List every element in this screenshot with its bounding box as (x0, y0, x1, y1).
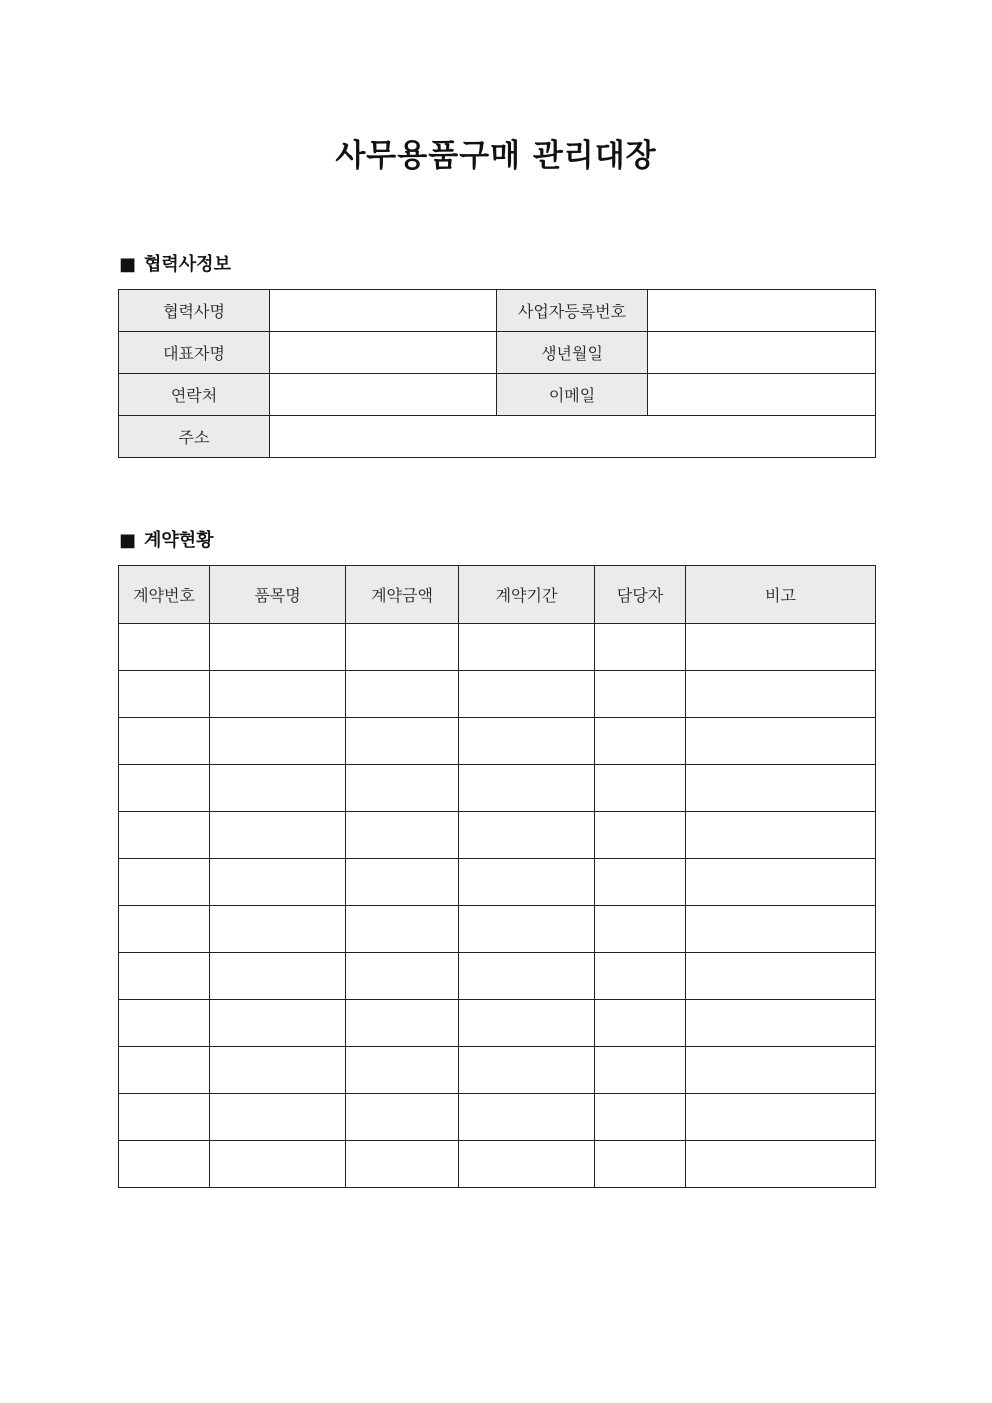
table-row (119, 812, 876, 859)
contract-amount-cell[interactable] (346, 1000, 459, 1047)
item-name-cell[interactable] (210, 859, 346, 906)
item-name-cell[interactable] (210, 624, 346, 671)
contract-amount-cell[interactable] (346, 859, 459, 906)
contract-status-heading-text: 계약현황 (144, 530, 214, 551)
contract-no-cell[interactable] (119, 953, 210, 1000)
contract-amount-cell[interactable] (346, 1047, 459, 1094)
contract-table-body (119, 624, 876, 1188)
contract-period-cell[interactable] (459, 953, 595, 1000)
contract-amount-cell[interactable] (346, 624, 459, 671)
contract-amount-cell[interactable] (346, 671, 459, 718)
representative-field[interactable] (270, 332, 497, 374)
contract-period-cell[interactable] (459, 1094, 595, 1141)
remarks-cell[interactable] (686, 1094, 876, 1141)
remarks-cell[interactable] (686, 765, 876, 812)
manager-cell[interactable] (595, 1047, 686, 1094)
column-header-remarks: 비고 (686, 566, 876, 624)
contract-amount-cell[interactable] (346, 1141, 459, 1188)
manager-cell[interactable] (595, 765, 686, 812)
company-name-field[interactable] (270, 290, 497, 332)
manager-cell[interactable] (595, 812, 686, 859)
contract-period-cell[interactable] (459, 1000, 595, 1047)
info-row (119, 416, 876, 458)
manager-cell[interactable] (595, 906, 686, 953)
birth-date-field[interactable] (648, 332, 876, 374)
business-reg-no-label: 사업자등록번호 (497, 290, 648, 332)
manager-cell[interactable] (595, 1094, 686, 1141)
company-name-label: 협력사명 (119, 290, 270, 332)
contract-amount-cell[interactable] (346, 953, 459, 1000)
remarks-cell[interactable] (686, 624, 876, 671)
contract-period-cell[interactable] (459, 1141, 595, 1188)
table-row (119, 1000, 876, 1047)
contract-period-cell[interactable] (459, 624, 595, 671)
remarks-cell[interactable] (686, 1141, 876, 1188)
table-row (119, 765, 876, 812)
column-header-item-name: 품목명 (210, 566, 346, 624)
contract-header-row (119, 566, 876, 624)
contract-no-cell[interactable] (119, 1094, 210, 1141)
manager-cell[interactable] (595, 953, 686, 1000)
contract-period-cell[interactable] (459, 812, 595, 859)
item-name-cell[interactable] (210, 953, 346, 1000)
contract-status-table (118, 565, 876, 1188)
contract-no-cell[interactable] (119, 624, 210, 671)
item-name-cell[interactable] (210, 671, 346, 718)
column-header-contract-no: 계약번호 (119, 566, 210, 624)
info-row (119, 290, 876, 332)
page-title: 사무용품구매 관리대장 (335, 138, 657, 174)
item-name-cell[interactable] (210, 1141, 346, 1188)
manager-cell[interactable] (595, 1000, 686, 1047)
item-name-cell[interactable] (210, 1047, 346, 1094)
birth-date-label: 생년월일 (497, 332, 648, 374)
table-row (119, 1094, 876, 1141)
representative-label: 대표자명 (119, 332, 270, 374)
contract-amount-cell[interactable] (346, 765, 459, 812)
square-bullet-icon: ■ (119, 254, 137, 275)
table-row (119, 906, 876, 953)
email-field[interactable] (648, 374, 876, 416)
contract-amount-cell[interactable] (346, 718, 459, 765)
contract-no-cell[interactable] (119, 718, 210, 765)
table-row (119, 1141, 876, 1188)
remarks-cell[interactable] (686, 906, 876, 953)
contract-no-cell[interactable] (119, 671, 210, 718)
table-row (119, 624, 876, 671)
contract-no-cell[interactable] (119, 1000, 210, 1047)
item-name-cell[interactable] (210, 718, 346, 765)
contract-no-cell[interactable] (119, 906, 210, 953)
table-row (119, 953, 876, 1000)
item-name-cell[interactable] (210, 906, 346, 953)
manager-cell[interactable] (595, 671, 686, 718)
table-row (119, 671, 876, 718)
partner-info-heading-text: 협력사정보 (144, 254, 231, 275)
contract-amount-cell[interactable] (346, 1094, 459, 1141)
contact-label: 연락처 (119, 374, 270, 416)
contract-period-cell[interactable] (459, 718, 595, 765)
info-row (119, 332, 876, 374)
table-row (119, 1047, 876, 1094)
square-bullet-icon: ■ (119, 530, 137, 551)
remarks-cell[interactable] (686, 1000, 876, 1047)
contact-field[interactable] (270, 374, 497, 416)
contract-period-cell[interactable] (459, 671, 595, 718)
contract-period-cell[interactable] (459, 1047, 595, 1094)
contract-no-cell[interactable] (119, 1047, 210, 1094)
manager-cell[interactable] (595, 1141, 686, 1188)
remarks-cell[interactable] (686, 812, 876, 859)
item-name-cell[interactable] (210, 765, 346, 812)
address-field[interactable] (270, 416, 876, 458)
table-row (119, 718, 876, 765)
contract-amount-cell[interactable] (346, 906, 459, 953)
contract-no-cell[interactable] (119, 765, 210, 812)
contract-no-cell[interactable] (119, 812, 210, 859)
item-name-cell[interactable] (210, 812, 346, 859)
remarks-cell[interactable] (686, 671, 876, 718)
remarks-cell[interactable] (686, 1047, 876, 1094)
info-row (119, 374, 876, 416)
item-name-cell[interactable] (210, 1094, 346, 1141)
remarks-cell[interactable] (686, 953, 876, 1000)
contract-amount-cell[interactable] (346, 812, 459, 859)
remarks-cell[interactable] (686, 859, 876, 906)
partner-info-heading (119, 252, 231, 278)
column-header-manager: 담당자 (595, 566, 686, 624)
address-label: 주소 (119, 416, 270, 458)
email-label: 이메일 (497, 374, 648, 416)
contract-no-cell[interactable] (119, 859, 210, 906)
contract-no-cell[interactable] (119, 1141, 210, 1188)
contract-status-heading (119, 528, 214, 554)
partner-info-table (118, 289, 876, 458)
column-header-contract-period: 계약기간 (459, 566, 595, 624)
contract-period-cell[interactable] (459, 906, 595, 953)
manager-cell[interactable] (595, 859, 686, 906)
manager-cell[interactable] (595, 718, 686, 765)
column-header-contract-amount: 계약금액 (346, 566, 459, 624)
table-row (119, 859, 876, 906)
item-name-cell[interactable] (210, 1000, 346, 1047)
business-reg-no-field[interactable] (648, 290, 876, 332)
remarks-cell[interactable] (686, 718, 876, 765)
contract-period-cell[interactable] (459, 765, 595, 812)
manager-cell[interactable] (595, 624, 686, 671)
contract-period-cell[interactable] (459, 859, 595, 906)
